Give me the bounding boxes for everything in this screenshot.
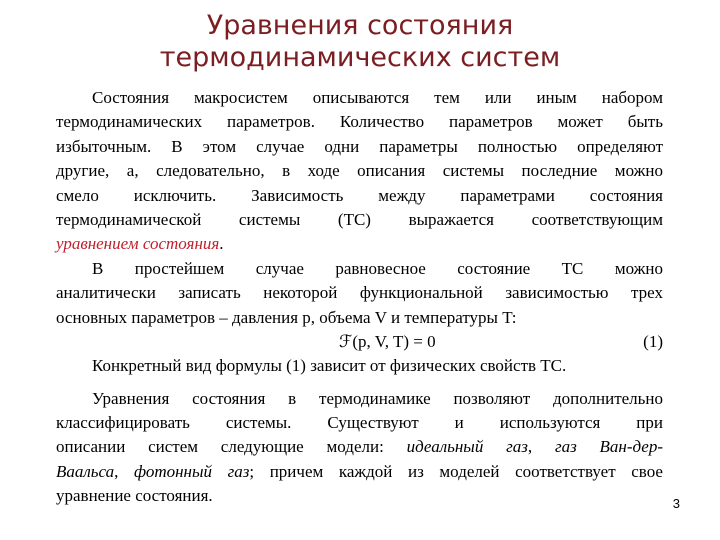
paragraph-3: Конкретный вид формулы (1) зависит от физических свойств ТС. (92, 356, 567, 376)
state-equation-formula: ℱ(p, V, T) = 0 (339, 331, 436, 351)
p4-line-4-text: ; причем каждой из моделей соответствует свое (249, 461, 663, 481)
p1-line-3: избыточным. В этом случае одни параметры полностью определяют (56, 136, 663, 156)
p4-line-3-text: описании систем следующие модели: (56, 437, 384, 457)
state-equation-term: уравнением состояния (56, 234, 220, 254)
p1-line-1: Состояния макросистем описываются тем или иным набором (92, 88, 663, 107)
p4-line-4 (56, 460, 663, 484)
slide-body (56, 86, 663, 509)
model-ideal-gas: идеальный газ (406, 437, 528, 457)
p1-line-2: термодинамических параметров. Количество параметров может быть (56, 112, 663, 132)
formula-line (56, 330, 663, 354)
model-photon-gas: фотонный газ (134, 461, 250, 481)
p4-line-1: Уравнения состояния в термодинамике позволяют дополнительно (92, 388, 663, 408)
p4-line-4-sep: , (114, 461, 119, 481)
paragraph-4 (56, 387, 663, 509)
p2-line-3: основных параметров – давления p, объема V и температуры T: (56, 307, 517, 327)
p4-line-5: уравнение состояния. (56, 486, 213, 506)
p1-line-4: другие, а, следовательно, в ходе описания системы последние можно (56, 161, 663, 181)
slide-title (0, 10, 720, 74)
p1-line-7 (56, 232, 663, 256)
paragraph-gap (56, 379, 663, 387)
p1-line-6: термодинамической системы (ТС) выражается соответствующим (56, 209, 663, 229)
model-van-der-waals-gas: газ Ван-дер- (554, 437, 663, 457)
p4-line-2: классифицировать системы. Существуют и используются при (56, 413, 663, 433)
p4-line-3-sep: , (527, 437, 533, 457)
paragraph-1 (56, 86, 663, 257)
p2-line-1: В простейшем случае равновесное состояние ТС можно (92, 258, 663, 278)
formula-number: (1) (643, 331, 663, 351)
p4-line-3 (56, 435, 663, 459)
p2-line-2: аналитически записать некоторой функциональной зависимостью трех (56, 283, 663, 303)
page-number: 3 (672, 496, 680, 511)
p1-line-5: смело исключить. Зависимость между параметрами состояния (56, 185, 663, 205)
title-line-2: термодинамических систем (159, 42, 561, 73)
model-van-der-waals-gas-cont: Ваальса (56, 461, 115, 481)
paragraph-2 (56, 257, 663, 330)
title-line-1: Уравнения состояния (206, 10, 514, 41)
p1-line-7-tail: . (219, 234, 224, 254)
